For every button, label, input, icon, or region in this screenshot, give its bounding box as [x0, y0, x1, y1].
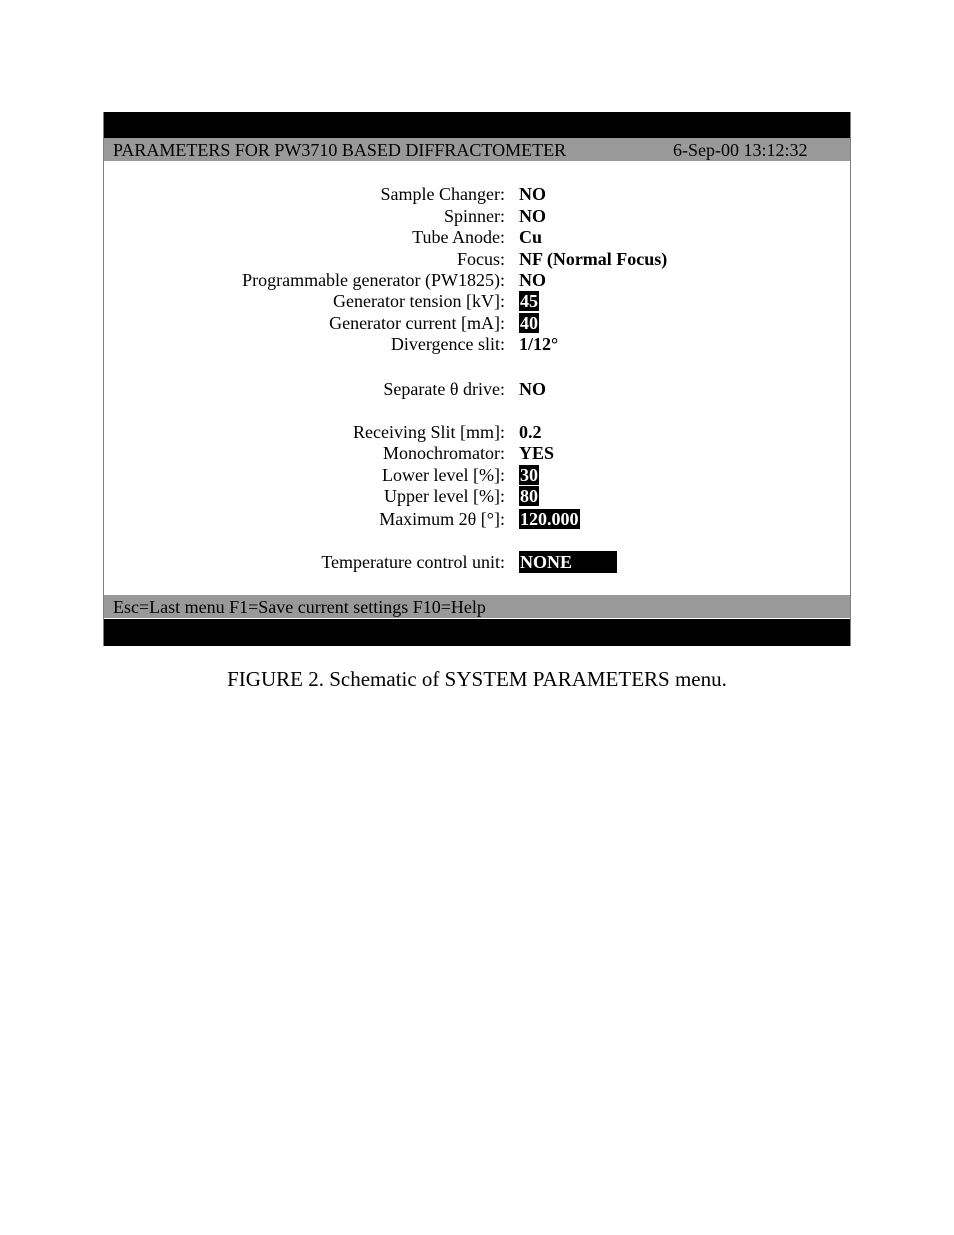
- param-label: Upper level [%]:: [384, 486, 505, 506]
- param-row-lower-level: [104, 464, 850, 486]
- param-label: Tube Anode:: [412, 227, 505, 247]
- param-label: Spinner:: [444, 206, 505, 226]
- param-row-spinner: [104, 205, 850, 227]
- param-row-sample-changer: [104, 183, 850, 205]
- parameters-screen: [103, 112, 851, 646]
- param-value-generator-tension[interactable]: 45: [520, 291, 538, 311]
- param-value-wrapper: [519, 508, 580, 530]
- param-row-generator-tension: [104, 290, 850, 312]
- bottom-black-bar: [104, 619, 850, 646]
- param-value-spinner[interactable]: NO: [519, 206, 546, 226]
- param-label: Focus:: [456, 249, 505, 269]
- param-label: Temperature control unit:: [321, 552, 505, 572]
- param-row-divergence-slit: [104, 333, 850, 355]
- param-label: Programmable generator (PW1825):: [242, 270, 505, 290]
- function-key-help: Esc=Last menu F1=Save current settings F10=Help: [113, 597, 486, 617]
- param-row-maximum-2theta: [104, 508, 850, 530]
- param-value-temperature-control-unit[interactable]: NONE: [519, 551, 617, 573]
- param-label: Generator current [mA]:: [329, 313, 505, 333]
- param-value-separate-theta-drive[interactable]: NO: [519, 379, 546, 399]
- param-value-wrapper: [519, 312, 539, 334]
- param-value-lower-level[interactable]: 30: [520, 465, 538, 485]
- screen-title: PARAMETERS FOR PW3710 BASED DIFFRACTOMETER: [113, 140, 567, 160]
- param-label: Divergence slit:: [390, 334, 505, 354]
- param-value-sample-changer[interactable]: NO: [519, 184, 546, 204]
- figure-caption: FIGURE 2. Schematic of SYSTEM PARAMETERS menu.: [227, 667, 727, 691]
- screen-datetime: 6-Sep-00 13:12:32: [673, 140, 808, 160]
- param-row-focus: [104, 248, 850, 270]
- param-row-separate-theta-drive: [104, 378, 850, 400]
- param-label: Generator tension [kV]:: [333, 291, 505, 311]
- param-label: Lower level [%]:: [382, 465, 505, 485]
- param-value-wrapper: [519, 290, 539, 312]
- param-value-programmable-generator[interactable]: NO: [519, 270, 546, 290]
- param-row-tube-anode: [104, 226, 850, 248]
- param-value-divergence-slit[interactable]: 1/12°: [519, 334, 559, 354]
- param-row-upper-level: [104, 485, 850, 507]
- param-row-receiving-slit: [104, 421, 850, 443]
- param-label: Separate θ drive:: [383, 379, 505, 399]
- param-label: Receiving Slit [mm]:: [353, 422, 505, 442]
- param-label: Monochromator:: [383, 443, 505, 463]
- param-value-tube-anode[interactable]: Cu: [519, 227, 543, 247]
- param-value-generator-current[interactable]: 40: [520, 313, 538, 333]
- param-label: Maximum 2θ [°]:: [379, 509, 505, 529]
- param-row-temperature-control-unit: [104, 551, 850, 573]
- param-value-receiving-slit[interactable]: 0.2: [519, 422, 542, 442]
- param-value-wrapper: [519, 485, 539, 507]
- param-value-wrapper: [519, 551, 617, 573]
- param-row-monochromator: [104, 442, 850, 464]
- param-value-monochromator[interactable]: YES: [519, 443, 555, 463]
- param-value-upper-level[interactable]: 80: [520, 486, 538, 506]
- title-bar: [104, 138, 850, 161]
- top-black-bar: [104, 112, 850, 138]
- param-row-programmable-generator: [104, 269, 850, 291]
- param-value-focus[interactable]: NF (Normal Focus): [519, 249, 668, 269]
- param-value-maximum-2theta[interactable]: 120.000: [520, 509, 579, 529]
- status-bar: [104, 595, 850, 618]
- param-value-wrapper: [519, 464, 539, 486]
- param-label: Sample Changer:: [380, 184, 505, 204]
- param-row-generator-current: [104, 312, 850, 334]
